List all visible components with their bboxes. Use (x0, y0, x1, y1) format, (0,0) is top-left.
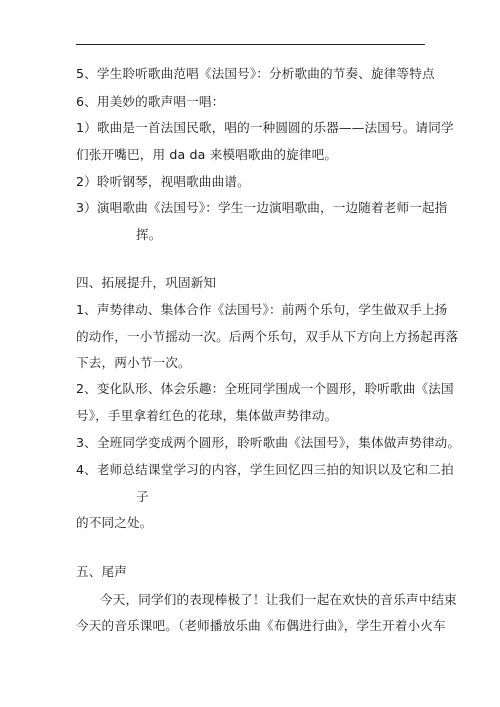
text-line: 今天，同学们的表现棒极了！让我们一起在欢快的音乐声中结束 (100, 592, 457, 607)
text-line: 3）演唱歌曲《法国号》：学生一边演唱歌曲，一边随着老师一起指 (76, 200, 448, 215)
text-line: 的动作，一小节摇动一次。后两个乐句，双手从下方向上方扬起再落 (76, 329, 459, 344)
text-line: 2）聆听钢琴，视唱歌曲曲谱。 (76, 174, 250, 189)
section-heading: 五、尾声 (76, 564, 127, 579)
text-line: 6、用美妙的歌声唱一唱： (76, 94, 225, 109)
section-heading: 四、拓展提升，巩固新知 (76, 275, 217, 290)
text-line: 们张开嘴巴，用 da da 来模唱歌曲的旋律吧。 (76, 147, 338, 162)
text-line: 挥。 (136, 227, 162, 242)
text-line: 1、声势律动、集体合作《法国号》：前两个乐句，学生做双手上扬 (76, 302, 448, 317)
header-rule (76, 44, 425, 45)
text-line: 1）歌曲是一首法国民歌，唱的一种圆圆的乐器——法国号。请同学 (76, 120, 454, 135)
text-line: 5、学生聆听歌曲范唱《法国号》：分析歌曲的节奏、旋律等特点 (76, 66, 435, 81)
text-line: 今天的音乐课吧。（老师播放乐曲《布偶进行曲》，学生开着小火车 (76, 618, 446, 633)
text-line: 的不同之处。 (76, 515, 153, 530)
text-line: 子 (136, 489, 149, 504)
text-line: 4、老师总结课堂学习的内容，学生回忆四三拍的知识以及它和二拍 (76, 462, 454, 477)
text-line: 下去，两小节一次。 (76, 355, 191, 370)
text-line: 2、变化队形、体会乐趣：全班同学围成一个圆形，聆听歌曲《法国 (76, 381, 454, 396)
text-line: 3、全班同学变成两个圆形，聆听歌曲《法国号》，集体做声势律动。 (76, 435, 461, 450)
text-line: 号》，手里拿着红色的花球，集体做声势律动。 (76, 408, 338, 423)
